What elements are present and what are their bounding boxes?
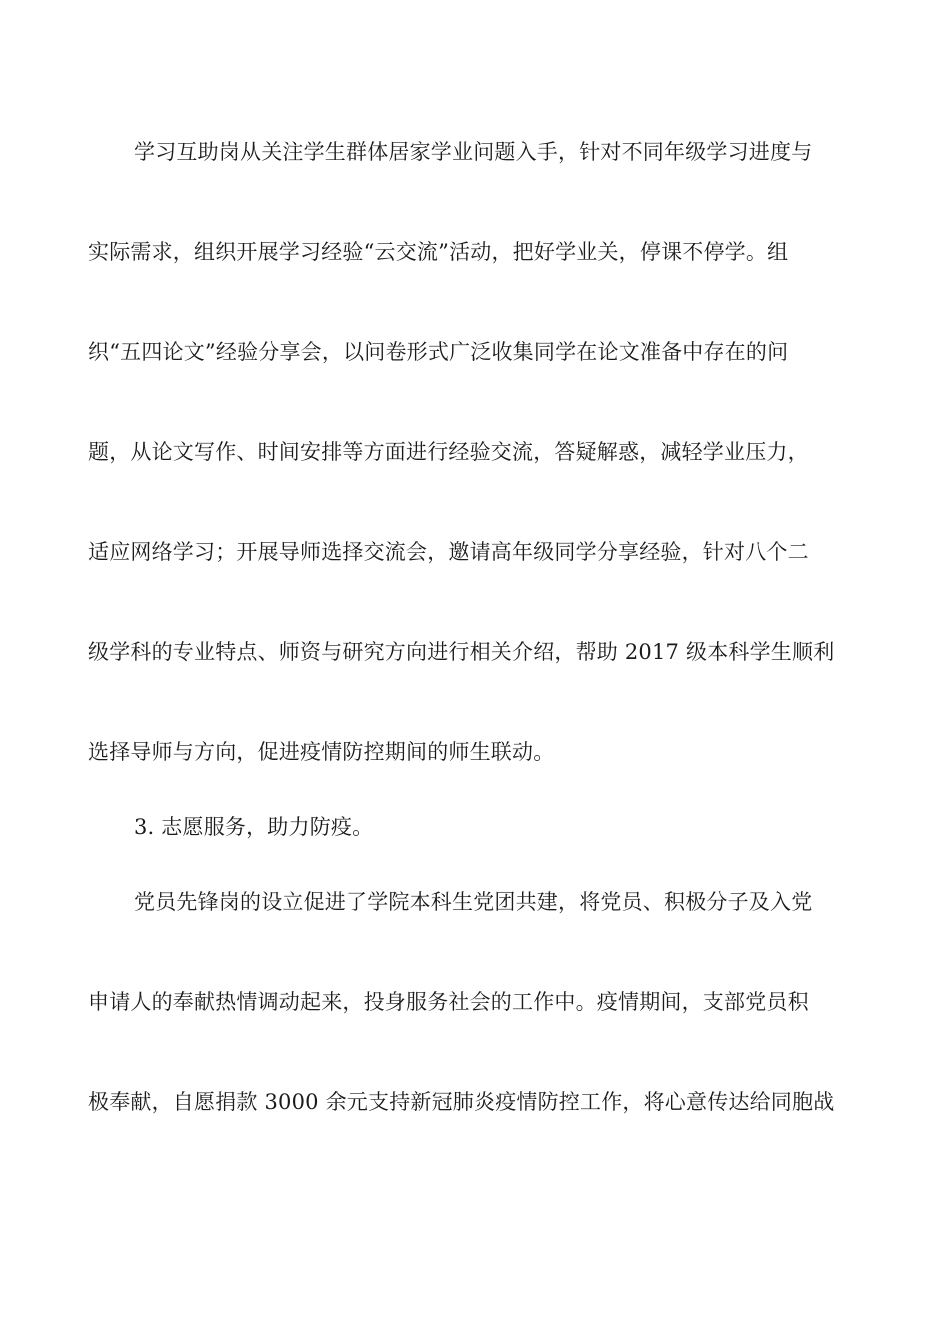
paragraph-2-line-3: 极奉献，自愿捐款 3000 余元支持新冠肺炎疫情防控工作，将心意传达给同胞战 <box>88 1090 835 1114</box>
paragraph-1-line-5: 适应网络学习；开展导师选择交流会，邀请高年级同学分享经验，针对八个二 <box>88 540 809 564</box>
paragraph-1-line-4: 题，从论文写作、时间安排等方面进行经验交流，答疑解惑，减轻学业压力， <box>88 440 809 464</box>
paragraph-2-line-2: 申请人的奉献热情调动起来，投身服务社会的工作中。疫情期间，支部党员积 <box>88 990 809 1014</box>
paragraph-1-line-1: 学习互助岗从关注学生群体居家学业问题入手，针对不同年级学习进度与 <box>134 140 813 164</box>
paragraph-1-line-6: 级学科的专业特点、师资与研究方向进行相关介绍，帮助 2017 级本科学生顺利 <box>88 640 835 664</box>
paragraph-1-line-7: 选择导师与方向，促进疫情防控期间的师生联动。 <box>88 740 555 764</box>
paragraph-1-line-2: 实际需求，组织开展学习经验“云交流”活动，把好学业关，停课不停学。组 <box>88 240 789 264</box>
paragraph-1-line-3: 织“五四论文”经验分享会，以问卷形式广泛收集同学在论文准备中存在的问 <box>88 340 789 364</box>
section-heading-3: 3. 志愿服务，助力防疫。 <box>134 815 374 839</box>
paragraph-2-line-1: 党员先锋岗的设立促进了学院本科生党团共建，将党员、积极分子及入党 <box>134 890 813 914</box>
